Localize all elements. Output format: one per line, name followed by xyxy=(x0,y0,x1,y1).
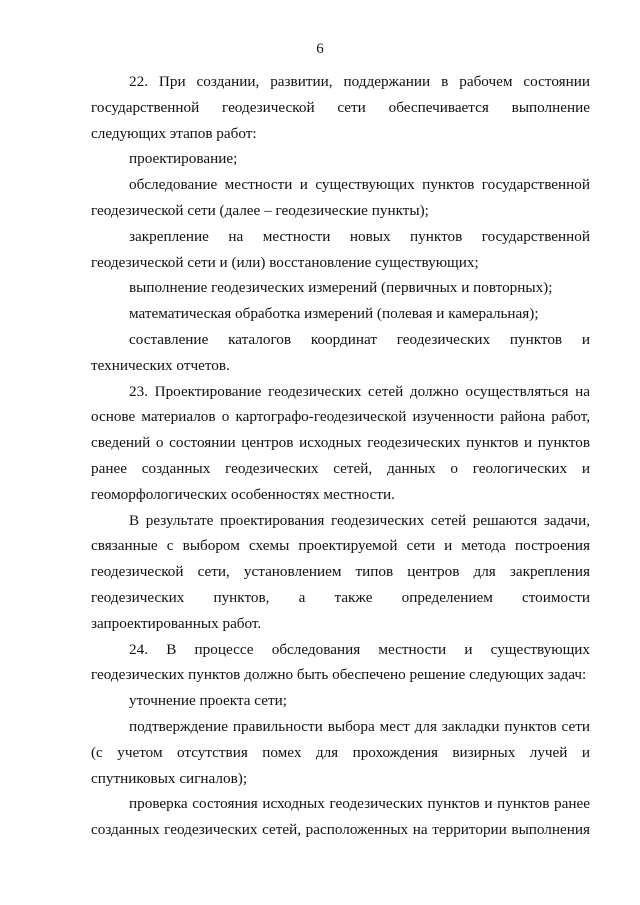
paragraph-processing: математическая обработка измерений (полевая и камеральная); xyxy=(129,305,539,323)
paragraph-marking: закрепление на местности новых пунктов государственной геодезической сети и (или) восстановление существующих; xyxy=(91,227,590,271)
paragraph-survey: обследование местности и существующих пунктов государственной геодезической сети (далее – геодезические пункты); xyxy=(91,176,590,219)
document-body xyxy=(91,69,590,843)
paragraph-23-result: В результате проектирования геодезических сетей решаются задачи, связанные с выбором схемы проектируемой сети и метода построения геодезической сети, установлением типов центров для закрепления геодезических пунктов, а также определением стоимости запроектированных работ. xyxy=(91,511,590,632)
paragraph-design: проектирование; xyxy=(129,150,238,168)
paragraph-confirm-sites: подтверждение правильности выбора мест для закладки пунктов сети (с учетом отсутствия помех для прохождения визирных лучей и спутниковых сигналов); xyxy=(91,717,590,787)
paragraph-check-points: проверка состояния исходных геодезических пунктов и пунктов ранее созданных геодезических сетей, расположенных на территории выполнения xyxy=(91,795,590,839)
paragraph-refine-project: уточнение проекта сети; xyxy=(129,692,287,710)
paragraph-24: 24. В процессе обследования местности и существующих геодезических пунктов должно быть обеспечено решение следующих задач: xyxy=(91,640,590,684)
paragraph-22-intro: 22. При создании, развитии, поддержании в рабочем состоянии государственной геодезической сети обеспечивается выполнение следующих этапов работ: xyxy=(91,73,590,142)
paragraph-23: 23. Проектирование геодезических сетей должно осуществляться на основе материалов о картографо-геодезической изученности района работ, сведений о состоянии центров исходных геодезических пунктов и пунктов ранее созданных геодезических сетей, данных о геологических и геоморфологических особенностях местности. xyxy=(91,382,590,503)
paragraph-measurements: выполнение геодезических измерений (первичных и повторных); xyxy=(129,279,553,297)
page-number: 6 xyxy=(316,41,324,57)
paragraph-catalogs: составление каталогов координат геодезических пунктов и технических отчетов. xyxy=(91,330,590,374)
